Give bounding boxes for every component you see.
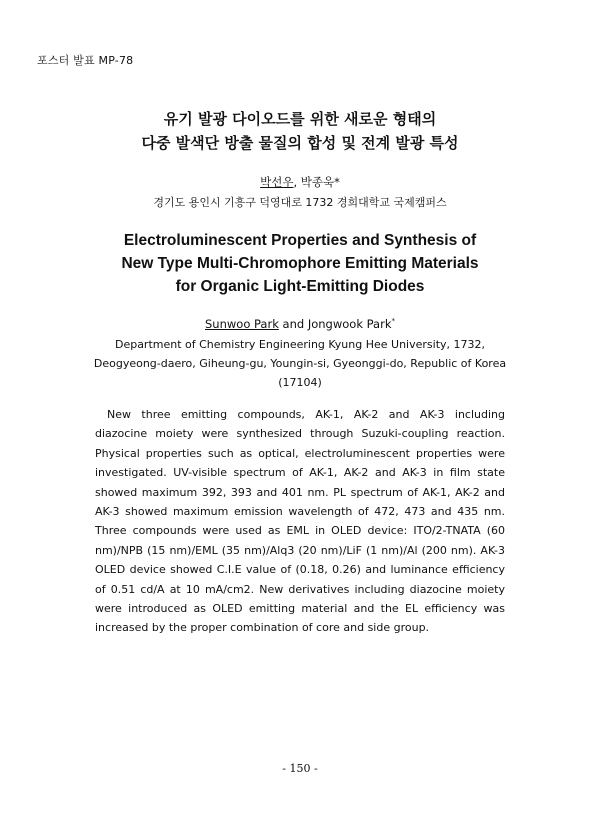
english-affiliation-line-3: (17104) <box>278 376 322 389</box>
korean-affiliation: 경기도 용인시 기흥구 덕영대로 1732 경희대학교 국제캠퍼스 <box>153 196 447 209</box>
abstract-body: New three emitting compounds, AK-1, AK-2 and AK-3 including diazocine moiety were synthesized through Suzuki-coupling reaction. Physical properties such as optical, electroluminescent properties were investigated. UV-visible spectrum of AK-1, AK-2 and AK-3 in film state showed maximum 392, 393 and 401 nm. PL spectrum of AK-1, AK-2 and AK-3 showed maximum emission wavelength of 472, 473 and 435 nm. Three compounds were used as EML in OLED device: ITO/2-TNATA (60 nm)/NPB (15 nm)/EML (35 nm)/Alq3 (20 nm)/LiF (1 nm)/Al (200 nm). AK-3 OLED device showed C.I.E value of (0.18, 0.26) and luminance efficiency of 0.51 cd/A at 10 mA/cm2. New derivatives including diazocine moiety were introduced as OLED emitting material and the EL efficiency was increased by the proper combination of core and side group. <box>95 408 505 635</box>
english-authors <box>0 317 600 331</box>
korean-author-corresponding: 박종욱* <box>300 175 340 189</box>
english-affiliation-line-1: Department of Chemistry Engineering Kyung Hee University, 1732, <box>114 338 486 351</box>
english-affiliation-line-2: Deogyeong-daero, Giheung-gu, Youngin-si, Gyeonggi-do, Republic of Korea <box>93 357 507 370</box>
session-label: 포스터 발표 MP-78 <box>37 54 134 67</box>
korean-title <box>0 107 600 155</box>
english-author-presenter: Sunwoo Park <box>205 317 279 331</box>
english-author-conjunction: and <box>278 317 308 331</box>
korean-author-presenter: 박선우 <box>260 175 294 189</box>
korean-author-separator: , <box>293 175 301 189</box>
korean-title-line-2: 다중 발색단 방출 물질의 합성 및 전계 발광 특성 <box>141 134 459 152</box>
english-title-line-3: for Organic Light-Emitting Diodes <box>175 278 425 295</box>
english-title-line-1: Electroluminescent Properties and Synthesis of <box>123 232 477 249</box>
english-title-line-2: New Type Multi-Chromophore Emitting Materials <box>121 255 479 272</box>
english-affiliation <box>0 335 600 392</box>
page-number: - 150 - <box>282 762 318 775</box>
english-title <box>0 229 600 298</box>
english-author-corresponding: Jongwook Park <box>307 317 392 331</box>
korean-authors <box>0 174 600 190</box>
korean-title-line-1: 유기 발광 다이오드를 위한 새로운 형태의 <box>163 110 437 128</box>
corresponding-author-mark: * <box>391 317 395 326</box>
